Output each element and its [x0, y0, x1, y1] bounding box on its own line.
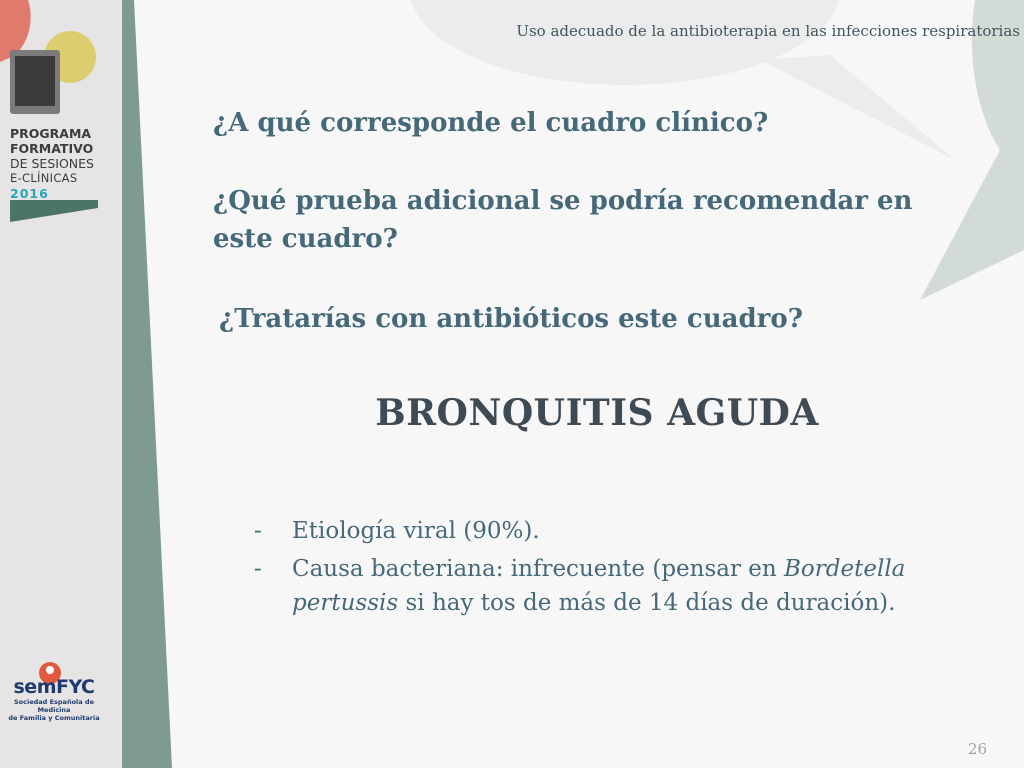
list-item: [254, 552, 954, 620]
sidebar-panel: [0, 0, 130, 768]
program-year: 2016: [10, 186, 49, 201]
semfyc-logo: [6, 676, 102, 722]
presentation-title: Uso adecuado de la antibioterapia en las infecciones respiratorias: [516, 22, 1020, 40]
page-number: 26: [967, 740, 987, 758]
findings-list: [254, 514, 954, 624]
program-line-1: PROGRAMA: [10, 126, 92, 141]
bullet-text-2-post: si hay tos de más de 14 días de duración).: [398, 590, 896, 616]
monitor-screen: [15, 56, 55, 106]
program-line-4: E-CLÍNICAS: [10, 171, 78, 185]
list-item: [254, 514, 954, 548]
question-3: ¿Tratarías con antibióticos este cuadro?: [219, 304, 803, 334]
program-line-2: FORMATIVO: [10, 141, 94, 156]
bullet-text-2-pre: Causa bacteriana: infrecuente (pensar en: [292, 556, 785, 582]
question-1: ¿A qué corresponde el cuadro clínico?: [213, 108, 769, 138]
sidebar-stripe: [122, 0, 172, 768]
program-line-3: DE SESIONES: [10, 156, 94, 171]
bullet-text-2-species: Bordetella pertussis: [292, 556, 906, 616]
semfyc-sub-2: de Familia y Comunitaria: [8, 714, 100, 722]
bullet-text-1: Etiología viral (90%).: [292, 518, 540, 544]
question-2: ¿Qué prueba adicional se podría recomendar en este cuadro?: [213, 186, 913, 254]
bg-bubble-top: [410, 0, 840, 85]
semfyc-sub-1: Sociedad Española de Medicina: [14, 698, 94, 714]
program-logo-text: [10, 126, 94, 201]
semfyc-emblem-head: [46, 666, 54, 674]
diagnosis-heading: BRONQUITIS AGUDA: [375, 392, 819, 434]
bullet-dash: -: [254, 518, 262, 544]
bullet-dash: -: [254, 556, 262, 582]
semfyc-name: semFYC: [13, 676, 95, 698]
